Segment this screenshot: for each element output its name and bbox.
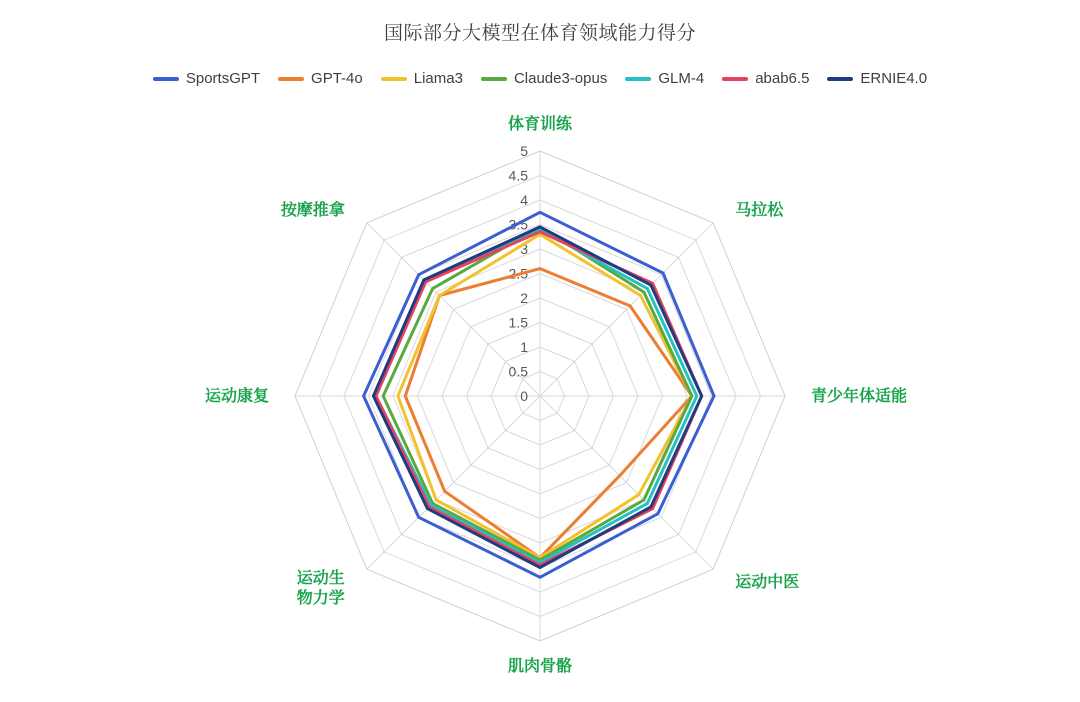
legend-item[interactable] <box>625 70 704 87</box>
legend-item[interactable] <box>153 70 260 87</box>
legend-item[interactable] <box>722 70 809 87</box>
radar-category-label: 运动生物力学 <box>296 570 345 608</box>
radial-tick-label: 3.5 <box>508 216 528 233</box>
legend-item[interactable] <box>481 70 607 87</box>
legend-swatch-icon <box>153 77 179 81</box>
radial-tick-label: 5 <box>520 143 528 159</box>
radar-axis-line <box>540 396 713 569</box>
radial-tick-label: 1.5 <box>508 314 528 331</box>
radial-tick-label: 2 <box>520 290 528 306</box>
legend-label: abab6.5 <box>755 70 810 87</box>
legend-label: SportsGPT <box>185 70 261 87</box>
radar-category-label: 青少年体适能 <box>811 388 908 405</box>
radial-tick-label: 1 <box>520 339 528 355</box>
radar-category-label: 肌肉骨骼 <box>507 658 573 675</box>
legend-label: GLM-4 <box>658 70 705 87</box>
legend-label: GPT-4o <box>311 70 363 87</box>
chart-plot-area <box>0 96 1080 702</box>
radial-tick-label: 3 <box>520 241 528 257</box>
legend-item[interactable] <box>827 70 927 87</box>
legend-item[interactable] <box>381 70 463 87</box>
legend-label: ERNIE4.0 <box>860 70 928 87</box>
radar-category-label: 运动康复 <box>204 388 269 405</box>
radar-category-label: 马拉松 <box>735 201 784 219</box>
legend-swatch-icon <box>722 77 748 81</box>
legend-item[interactable] <box>278 70 363 87</box>
legend-swatch-icon <box>827 77 853 81</box>
radar-category-label: 按摩推拿 <box>280 201 345 219</box>
radial-tick-label: 0.5 <box>508 363 528 380</box>
radar-svg <box>0 96 1080 702</box>
legend-swatch-icon <box>381 77 407 81</box>
chart-title: 国际部分大模型在体育领域能力得分 <box>383 23 696 44</box>
legend-swatch-icon <box>278 77 304 81</box>
radar-category-label: 体育训练 <box>507 116 573 133</box>
chart-legend <box>0 70 1080 87</box>
radar-category-label: 运动中医 <box>735 574 800 592</box>
legend-swatch-icon <box>625 77 651 81</box>
radial-tick-label: 4.5 <box>508 167 528 184</box>
legend-label: Liama3 <box>413 70 463 87</box>
radial-tick-label: 0 <box>520 388 528 404</box>
legend-swatch-icon <box>481 77 507 81</box>
legend-label: Claude3-opus <box>513 70 608 87</box>
radial-tick-label: 4 <box>520 192 528 208</box>
radial-tick-label: 2.5 <box>508 265 528 282</box>
